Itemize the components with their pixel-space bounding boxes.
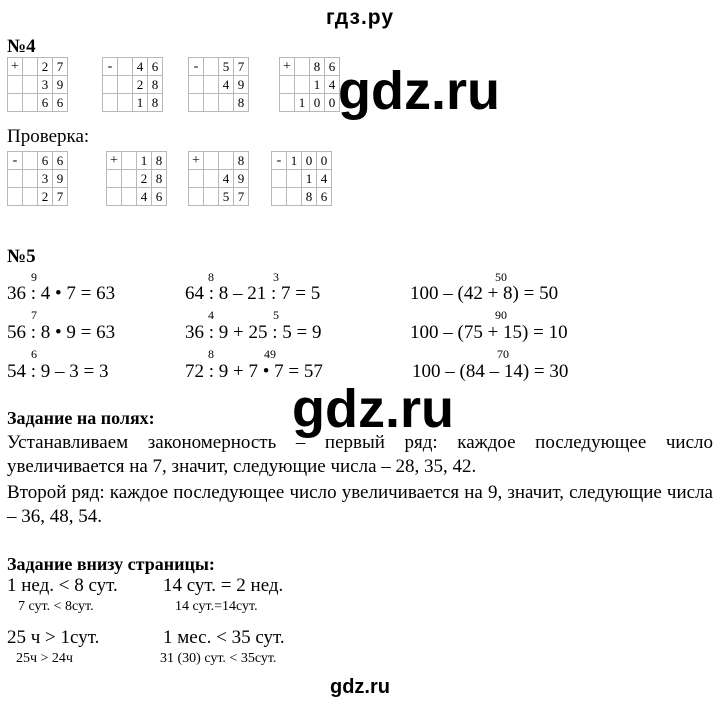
comparison-check: 7 сут. < 8сут.	[18, 599, 94, 614]
digit-cell: 3	[38, 170, 53, 188]
watermark: gdz.ru	[338, 61, 500, 121]
digit-cell	[23, 152, 38, 170]
digit-cell	[295, 76, 310, 94]
hint-number: 8	[208, 347, 214, 361]
digit-cell: 3	[38, 76, 53, 94]
digit-cell: 9	[234, 170, 249, 188]
digit-cell: 6	[53, 152, 68, 170]
empty-cell	[8, 94, 23, 112]
digit-cell: 4	[317, 170, 332, 188]
margin-task-paragraph: Второй ряд: каждое последующее число увеличивается на 9, значит, следующие числа – 36, 48, 54.	[7, 482, 713, 527]
operation-sign: +	[107, 152, 122, 170]
digit-cell: 1	[295, 94, 310, 112]
empty-cell	[107, 170, 122, 188]
column-calculation	[271, 151, 332, 206]
comparison: 1 мес. < 35 сут.	[163, 627, 285, 648]
empty-cell	[8, 188, 23, 206]
site-header[interactable]: гдз.ру	[325, 6, 395, 29]
digit-cell: 6	[53, 94, 68, 112]
empty-cell	[272, 188, 287, 206]
expression: 56 : 8 • 9 = 63	[7, 322, 116, 343]
digit-cell	[23, 76, 38, 94]
expression: 100 – (75 + 15) = 10	[410, 322, 568, 343]
digit-cell: 0	[325, 94, 340, 112]
site-footer[interactable]: gdz.ru	[330, 676, 390, 698]
digit-cell	[287, 188, 302, 206]
digit-cell: 6	[38, 152, 53, 170]
digit-cell: 4	[219, 76, 234, 94]
digit-cell: 6	[325, 58, 340, 76]
comparison: 14 сут. = 2 нед.	[163, 575, 284, 596]
operation-sign: +	[189, 152, 204, 170]
digit-cell: 8	[234, 152, 249, 170]
watermark: gdz.ru	[292, 379, 454, 439]
operation-sign: -	[103, 58, 118, 76]
digit-cell: 1	[287, 152, 302, 170]
digit-cell	[204, 152, 219, 170]
column-calculation	[188, 57, 249, 112]
digit-cell: 2	[133, 76, 148, 94]
empty-cell	[280, 94, 295, 112]
empty-cell	[103, 76, 118, 94]
digit-cell: 2	[38, 188, 53, 206]
digit-cell: 7	[53, 188, 68, 206]
empty-cell	[8, 170, 23, 188]
digit-cell	[23, 58, 38, 76]
digit-cell	[219, 94, 234, 112]
hint-number: 3	[273, 270, 279, 284]
hint-number: 49	[264, 347, 276, 361]
empty-cell	[280, 76, 295, 94]
digit-cell	[23, 170, 38, 188]
digit-cell	[118, 58, 133, 76]
digit-cell: 4	[219, 170, 234, 188]
task5-title: №5	[7, 246, 36, 267]
digit-cell: 1	[133, 94, 148, 112]
digit-cell	[219, 152, 234, 170]
column-calculation	[188, 151, 249, 206]
digit-cell: 5	[219, 188, 234, 206]
empty-cell	[189, 76, 204, 94]
digit-cell	[287, 170, 302, 188]
comparison-check: 14 сут.=14сут.	[175, 599, 258, 614]
digit-cell: 8	[152, 170, 167, 188]
digit-cell: 7	[53, 58, 68, 76]
hint-number: 90	[495, 308, 507, 322]
column-calculation	[7, 57, 68, 112]
digit-cell: 2	[38, 58, 53, 76]
operation-sign: -	[189, 58, 204, 76]
digit-cell: 8	[302, 188, 317, 206]
hint-number: 9	[31, 270, 37, 284]
expression: 100 – (84 – 14) = 30	[412, 361, 569, 382]
empty-cell	[189, 170, 204, 188]
comparison: 1 нед. < 8 сут.	[7, 575, 118, 596]
margin-task-title: Задание на полях:	[7, 408, 155, 428]
empty-cell	[103, 94, 118, 112]
digit-cell	[204, 170, 219, 188]
hint-number: 4	[208, 308, 214, 322]
expression: 100 – (42 + 8) = 50	[410, 283, 559, 304]
hint-number: 8	[208, 270, 214, 284]
hint-number: 7	[31, 308, 37, 322]
digit-cell: 8	[148, 76, 163, 94]
task4-title: №4	[7, 36, 36, 57]
column-calculation	[7, 151, 68, 206]
margin-task-paragraph: Устанавливаем закономерность – первый ряд: каждое последующее число увеличивается на 7, значит, следующие числа – 28, 35, 42.	[7, 432, 713, 477]
digit-cell: 0	[302, 152, 317, 170]
empty-cell	[189, 188, 204, 206]
digit-cell: 7	[234, 58, 249, 76]
digit-cell: 1	[302, 170, 317, 188]
empty-cell	[8, 76, 23, 94]
empty-cell	[107, 188, 122, 206]
column-calculation	[106, 151, 167, 206]
comparison-check: 31 (30) сут. < 35сут.	[160, 651, 277, 666]
operation-sign: -	[8, 152, 23, 170]
digit-cell: 8	[152, 152, 167, 170]
digit-cell: 1	[310, 76, 325, 94]
hint-number: 5	[273, 308, 279, 322]
digit-cell	[204, 58, 219, 76]
digit-cell: 6	[148, 58, 163, 76]
digit-cell	[204, 94, 219, 112]
bottom-task-title: Задание внизу страницы:	[7, 554, 215, 574]
digit-cell: 0	[317, 152, 332, 170]
expression: 64 : 8 – 21 : 7 = 5	[185, 283, 321, 304]
expression: 36 : 9 + 25 : 5 = 9	[185, 322, 322, 343]
digit-cell: 8	[310, 58, 325, 76]
digit-cell: 6	[317, 188, 332, 206]
empty-cell	[189, 94, 204, 112]
comparison: 25 ч > 1сут.	[7, 627, 100, 648]
digit-cell: 8	[148, 94, 163, 112]
operation-sign: +	[280, 58, 295, 76]
expression: 72 : 9 + 7 • 7 = 57	[185, 361, 323, 382]
digit-cell	[204, 188, 219, 206]
digit-cell	[23, 94, 38, 112]
operation-sign: -	[272, 152, 287, 170]
digit-cell	[118, 94, 133, 112]
digit-cell: 4	[325, 76, 340, 94]
digit-cell	[204, 76, 219, 94]
digit-cell: 7	[234, 188, 249, 206]
digit-cell	[23, 188, 38, 206]
digit-cell: 8	[234, 94, 249, 112]
hint-number: 70	[497, 347, 509, 361]
digit-cell: 6	[152, 188, 167, 206]
digit-cell: 9	[53, 76, 68, 94]
digit-cell	[295, 58, 310, 76]
digit-cell: 9	[53, 170, 68, 188]
column-calculation	[102, 57, 163, 112]
expression: 54 : 9 – 3 = 3	[7, 361, 109, 382]
digit-cell	[122, 188, 137, 206]
digit-cell: 1	[137, 152, 152, 170]
digit-cell	[118, 76, 133, 94]
digit-cell: 6	[38, 94, 53, 112]
hint-number: 6	[31, 347, 37, 361]
comparison-check: 25ч > 24ч	[16, 651, 73, 666]
expression: 36 : 4 • 7 = 63	[7, 283, 116, 304]
hint-number: 50	[495, 270, 507, 284]
empty-cell	[272, 170, 287, 188]
operation-sign: +	[8, 58, 23, 76]
column-calculation	[279, 57, 340, 112]
digit-cell: 4	[133, 58, 148, 76]
digit-cell	[122, 152, 137, 170]
digit-cell	[122, 170, 137, 188]
digit-cell: 0	[310, 94, 325, 112]
digit-cell: 4	[137, 188, 152, 206]
digit-cell: 9	[234, 76, 249, 94]
digit-cell: 5	[219, 58, 234, 76]
digit-cell: 2	[137, 170, 152, 188]
check-label: Проверка:	[7, 126, 90, 147]
